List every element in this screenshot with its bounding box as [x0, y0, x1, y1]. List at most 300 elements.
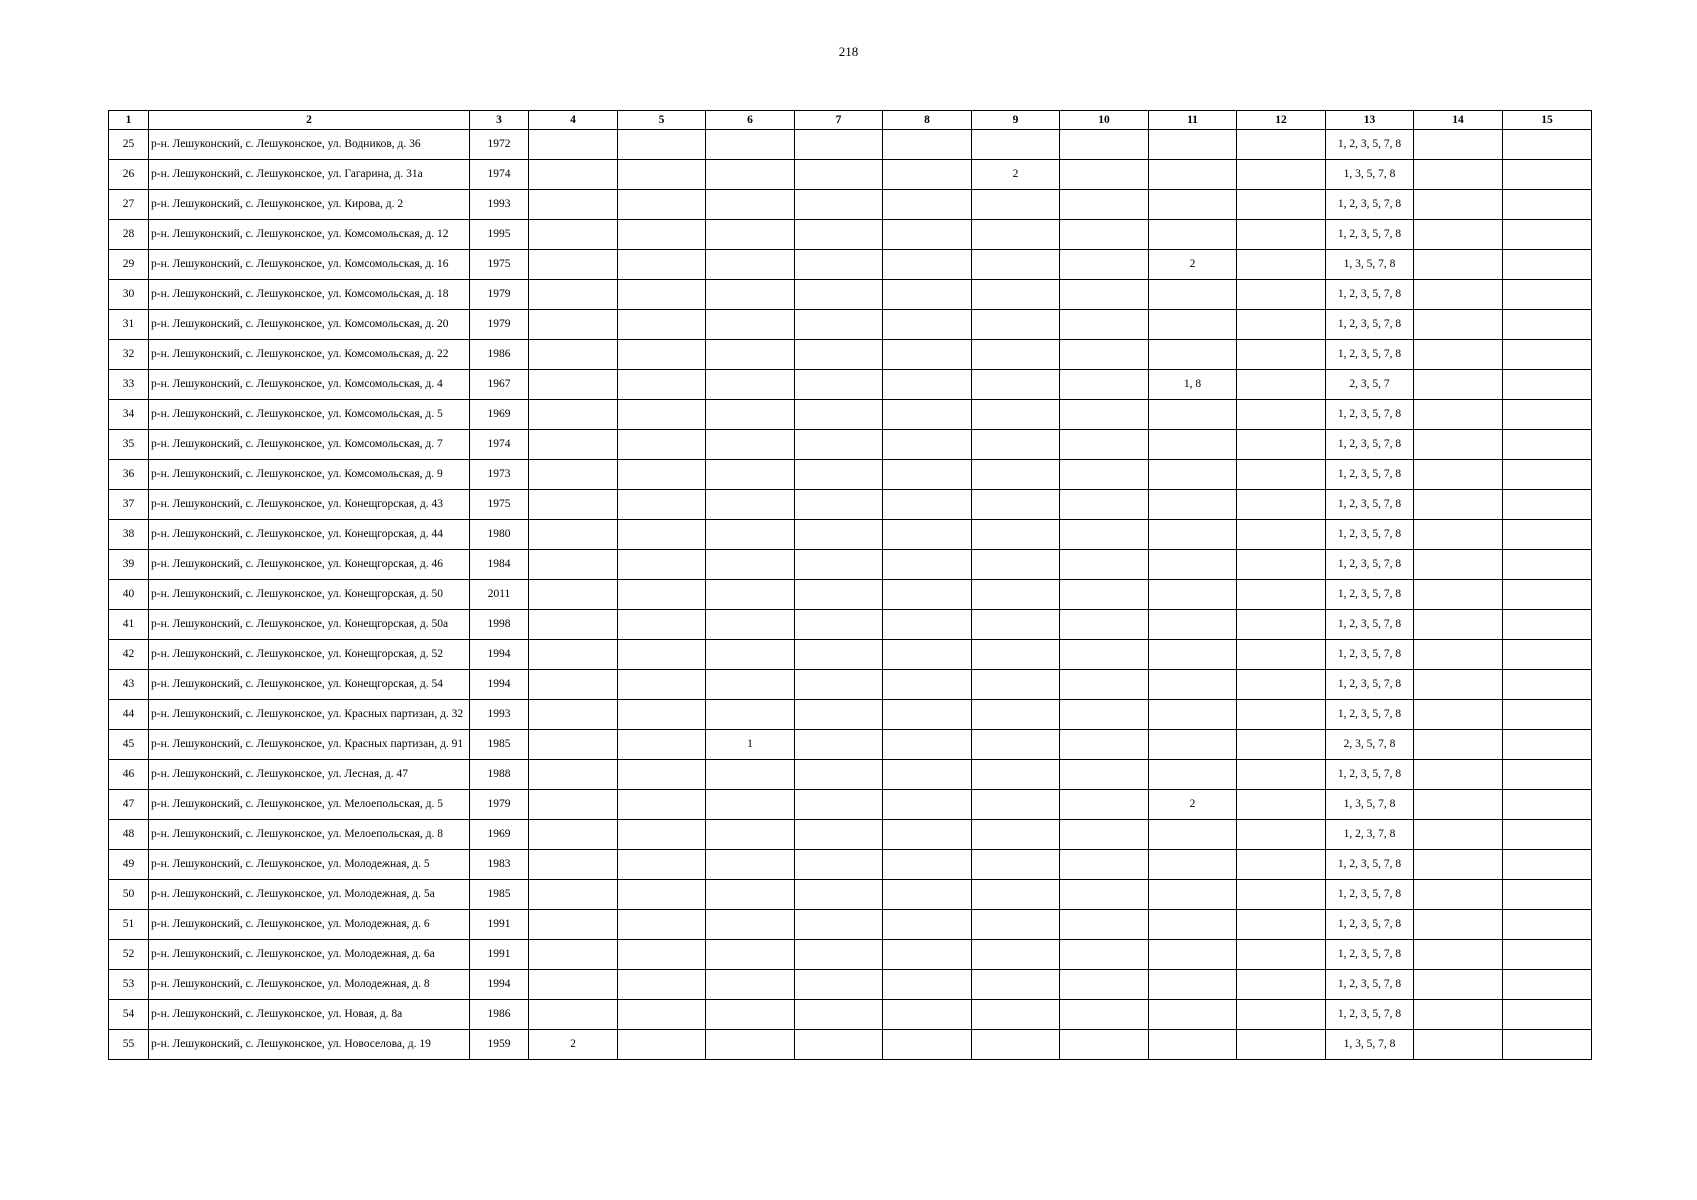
- table-cell: [1149, 220, 1237, 250]
- table-cell: [1060, 160, 1149, 190]
- table-cell: [529, 610, 618, 640]
- table-cell: [1503, 550, 1592, 580]
- table-cell: [795, 370, 883, 400]
- table-cell: [883, 280, 972, 310]
- table-cell: [1149, 280, 1237, 310]
- address-cell: р-н. Лешуконский, с. Лешуконское, ул. Конещгорская, д. 50: [149, 580, 470, 610]
- table-cell: [883, 160, 972, 190]
- table-cell: [972, 400, 1060, 430]
- table-cell: 1993: [470, 700, 529, 730]
- table-cell: 1, 2, 3, 5, 7, 8: [1326, 970, 1414, 1000]
- table-cell: [618, 790, 706, 820]
- table-cell: 1979: [470, 280, 529, 310]
- table-cell: 1, 2, 3, 7, 8: [1326, 820, 1414, 850]
- table-cell: [883, 760, 972, 790]
- table-cell: [1060, 520, 1149, 550]
- table-cell: 27: [109, 190, 149, 220]
- table-cell: [1237, 820, 1326, 850]
- table-cell: 1994: [470, 970, 529, 1000]
- table-cell: [1503, 1030, 1592, 1060]
- table-cell: 25: [109, 130, 149, 160]
- address-cell: р-н. Лешуконский, с. Лешуконское, ул. Комсомольская, д. 7: [149, 430, 470, 460]
- table-cell: [706, 340, 795, 370]
- table-cell: [1503, 1000, 1592, 1030]
- housing-registry-table: [108, 110, 1592, 1060]
- table-cell: 1998: [470, 610, 529, 640]
- table-cell: [1503, 820, 1592, 850]
- table-cell: [1503, 460, 1592, 490]
- table-cell: [795, 280, 883, 310]
- table-cell: 1, 2, 3, 5, 7, 8: [1326, 580, 1414, 610]
- table-cell: [972, 310, 1060, 340]
- column-header-1: 1: [109, 111, 149, 130]
- table-cell: [1149, 460, 1237, 490]
- table-cell: [1414, 430, 1503, 460]
- table-cell: 1988: [470, 760, 529, 790]
- table-cell: [1503, 970, 1592, 1000]
- table-cell: [883, 700, 972, 730]
- address-cell: р-н. Лешуконский, с. Лешуконское, ул. Красных партизан, д. 32: [149, 700, 470, 730]
- table-cell: [706, 310, 795, 340]
- table-cell: [529, 760, 618, 790]
- table-cell: [1414, 130, 1503, 160]
- table-cell: [706, 220, 795, 250]
- column-header-9: 9: [972, 111, 1060, 130]
- table-cell: [1414, 670, 1503, 700]
- table-cell: [883, 460, 972, 490]
- table-cell: [1237, 250, 1326, 280]
- table-cell: [972, 700, 1060, 730]
- table-cell: [1414, 250, 1503, 280]
- table-cell: [1503, 250, 1592, 280]
- table-cell: 40: [109, 580, 149, 610]
- table-cell: 1974: [470, 160, 529, 190]
- table-cell: 1967: [470, 370, 529, 400]
- table-cell: [618, 1000, 706, 1030]
- table-cell: [529, 460, 618, 490]
- table-cell: [972, 640, 1060, 670]
- table-cell: [1503, 130, 1592, 160]
- address-cell: р-н. Лешуконский, с. Лешуконское, ул. Конещгорская, д. 46: [149, 550, 470, 580]
- table-cell: [972, 940, 1060, 970]
- table-cell: [883, 340, 972, 370]
- table-cell: [1237, 700, 1326, 730]
- table-cell: [972, 190, 1060, 220]
- table-cell: [1503, 940, 1592, 970]
- table-cell: 44: [109, 700, 149, 730]
- table-cell: [618, 670, 706, 700]
- table-cell: [1503, 880, 1592, 910]
- table-cell: 1, 2, 3, 5, 7, 8: [1326, 520, 1414, 550]
- table-cell: 35: [109, 430, 149, 460]
- table-cell: [1237, 850, 1326, 880]
- table-cell: [529, 340, 618, 370]
- table-cell: 32: [109, 340, 149, 370]
- table-row: [109, 400, 1592, 430]
- table-cell: [795, 730, 883, 760]
- table-cell: [883, 580, 972, 610]
- table-cell: [1237, 910, 1326, 940]
- table-row: [109, 430, 1592, 460]
- table-cell: [618, 640, 706, 670]
- table-cell: [795, 760, 883, 790]
- address-cell: р-н. Лешуконский, с. Лешуконское, ул. Молодежная, д. 8: [149, 970, 470, 1000]
- table-row: [109, 760, 1592, 790]
- table-cell: [883, 1030, 972, 1060]
- table-cell: [1414, 970, 1503, 1000]
- table-cell: 43: [109, 670, 149, 700]
- table-cell: [883, 490, 972, 520]
- table-cell: [706, 760, 795, 790]
- table-cell: [1060, 310, 1149, 340]
- address-cell: р-н. Лешуконский, с. Лешуконское, ул. Молодежная, д. 6а: [149, 940, 470, 970]
- table-cell: 1, 2, 3, 5, 7, 8: [1326, 760, 1414, 790]
- table-cell: [795, 1000, 883, 1030]
- table-cell: [618, 850, 706, 880]
- table-cell: [1414, 490, 1503, 520]
- table-cell: [706, 940, 795, 970]
- table-row: [109, 640, 1592, 670]
- table-cell: [1149, 490, 1237, 520]
- table-cell: 48: [109, 820, 149, 850]
- table-cell: 1, 3, 5, 7, 8: [1326, 250, 1414, 280]
- table-cell: [795, 640, 883, 670]
- table-cell: [1503, 640, 1592, 670]
- table-cell: [1149, 1030, 1237, 1060]
- table-cell: 31: [109, 310, 149, 340]
- table-cell: [972, 1030, 1060, 1060]
- table-cell: [1414, 790, 1503, 820]
- table-row: [109, 130, 1592, 160]
- table-cell: 1, 2, 3, 5, 7, 8: [1326, 280, 1414, 310]
- table-row: [109, 520, 1592, 550]
- table-cell: [972, 280, 1060, 310]
- table-cell: [972, 850, 1060, 880]
- table-cell: [1237, 1000, 1326, 1030]
- table-cell: [529, 670, 618, 700]
- table-cell: [1237, 340, 1326, 370]
- table-cell: [1503, 850, 1592, 880]
- table-cell: [1149, 670, 1237, 700]
- table-row: [109, 670, 1592, 700]
- table-row: [109, 850, 1592, 880]
- table-cell: [706, 640, 795, 670]
- table-cell: [1503, 160, 1592, 190]
- table-row: [109, 280, 1592, 310]
- table-cell: [883, 430, 972, 460]
- table-cell: [618, 490, 706, 520]
- table-cell: [1503, 220, 1592, 250]
- table-cell: [883, 910, 972, 940]
- table-cell: 1972: [470, 130, 529, 160]
- table-cell: 1, 8: [1149, 370, 1237, 400]
- table-cell: 1, 2, 3, 5, 7, 8: [1326, 640, 1414, 670]
- table-cell: [1060, 610, 1149, 640]
- table-cell: [883, 190, 972, 220]
- table-cell: [1149, 640, 1237, 670]
- table-cell: [795, 820, 883, 850]
- table-cell: [529, 250, 618, 280]
- table-cell: [795, 460, 883, 490]
- table-cell: [529, 850, 618, 880]
- table-cell: [706, 910, 795, 940]
- table-cell: [618, 190, 706, 220]
- table-row: [109, 730, 1592, 760]
- column-header-10: 10: [1060, 111, 1149, 130]
- table-cell: [706, 700, 795, 730]
- table-cell: [1060, 910, 1149, 940]
- table-cell: [972, 790, 1060, 820]
- table-cell: [1503, 520, 1592, 550]
- table-cell: [618, 340, 706, 370]
- table-cell: [1149, 310, 1237, 340]
- table-cell: [795, 190, 883, 220]
- table-row: [109, 1000, 1592, 1030]
- table-row: [109, 610, 1592, 640]
- table-cell: 2, 3, 5, 7: [1326, 370, 1414, 400]
- table-cell: [1414, 160, 1503, 190]
- column-header-7: 7: [795, 111, 883, 130]
- table-cell: [529, 400, 618, 430]
- address-cell: р-н. Лешуконский, с. Лешуконское, ул. Новая, д. 8а: [149, 1000, 470, 1030]
- table-cell: [1060, 220, 1149, 250]
- table-cell: [1414, 280, 1503, 310]
- address-cell: р-н. Лешуконский, с. Лешуконское, ул. Комсомольская, д. 22: [149, 340, 470, 370]
- table-cell: [618, 250, 706, 280]
- table-cell: [972, 820, 1060, 850]
- table-cell: [618, 400, 706, 430]
- table-cell: [795, 970, 883, 1000]
- table-cell: 37: [109, 490, 149, 520]
- table-cell: [529, 640, 618, 670]
- table-cell: [1060, 430, 1149, 460]
- table-cell: [706, 400, 795, 430]
- table-cell: 1, 3, 5, 7, 8: [1326, 790, 1414, 820]
- table-cell: [883, 130, 972, 160]
- table-cell: [618, 760, 706, 790]
- address-cell: р-н. Лешуконский, с. Лешуконское, ул. Комсомольская, д. 4: [149, 370, 470, 400]
- table-cell: [795, 790, 883, 820]
- table-cell: [795, 250, 883, 280]
- table-cell: [1503, 730, 1592, 760]
- table-row: [109, 370, 1592, 400]
- address-cell: р-н. Лешуконский, с. Лешуконское, ул. Молодежная, д. 6: [149, 910, 470, 940]
- table-cell: [1237, 370, 1326, 400]
- table-cell: [529, 940, 618, 970]
- table-cell: [706, 250, 795, 280]
- table-cell: 1, 2, 3, 5, 7, 8: [1326, 460, 1414, 490]
- table-cell: [529, 580, 618, 610]
- column-header-5: 5: [618, 111, 706, 130]
- table-cell: [972, 430, 1060, 460]
- table-cell: 1, 2, 3, 5, 7, 8: [1326, 220, 1414, 250]
- table-cell: 1969: [470, 820, 529, 850]
- table-cell: [795, 880, 883, 910]
- table-cell: [529, 370, 618, 400]
- table-cell: [1503, 790, 1592, 820]
- table-cell: [618, 520, 706, 550]
- table-cell: [1414, 610, 1503, 640]
- table-cell: [1060, 640, 1149, 670]
- table-cell: [972, 580, 1060, 610]
- table-cell: [706, 370, 795, 400]
- table-cell: 49: [109, 850, 149, 880]
- table-cell: [1237, 940, 1326, 970]
- table-row: [109, 250, 1592, 280]
- table-cell: [1414, 730, 1503, 760]
- table-row: [109, 550, 1592, 580]
- table-cell: 1994: [470, 670, 529, 700]
- table-cell: [1414, 1030, 1503, 1060]
- table-cell: [883, 520, 972, 550]
- table-row: [109, 160, 1592, 190]
- table-cell: [618, 430, 706, 460]
- table-cell: [883, 970, 972, 1000]
- address-cell: р-н. Лешуконский, с. Лешуконское, ул. Комсомольская, д. 16: [149, 250, 470, 280]
- table-cell: [1414, 640, 1503, 670]
- table-cell: [1060, 1030, 1149, 1060]
- table-cell: [795, 160, 883, 190]
- table-cell: [1149, 970, 1237, 1000]
- table-cell: [1414, 850, 1503, 880]
- table-cell: [1503, 340, 1592, 370]
- table-cell: [1503, 370, 1592, 400]
- table-cell: [972, 370, 1060, 400]
- table-cell: [1149, 610, 1237, 640]
- table-cell: [706, 430, 795, 460]
- table-cell: [706, 520, 795, 550]
- table-cell: [1060, 340, 1149, 370]
- table-cell: [1237, 160, 1326, 190]
- table-cell: 1991: [470, 910, 529, 940]
- table-cell: 51: [109, 910, 149, 940]
- table-cell: [883, 880, 972, 910]
- table-cell: [1414, 940, 1503, 970]
- table-cell: [1503, 490, 1592, 520]
- table-cell: [706, 160, 795, 190]
- table-cell: [1060, 790, 1149, 820]
- column-header-4: 4: [529, 111, 618, 130]
- table-cell: [972, 1000, 1060, 1030]
- table-cell: [529, 310, 618, 340]
- table-cell: [883, 370, 972, 400]
- table-cell: [706, 670, 795, 700]
- page-number: 218: [838, 44, 859, 59]
- table-cell: [706, 970, 795, 1000]
- table-cell: [795, 550, 883, 580]
- address-cell: р-н. Лешуконский, с. Лешуконское, ул. Конещгорская, д. 44: [149, 520, 470, 550]
- table-cell: [1237, 520, 1326, 550]
- table-cell: 1, 2, 3, 5, 7, 8: [1326, 190, 1414, 220]
- table-row: [109, 1030, 1592, 1060]
- table-cell: [618, 1030, 706, 1060]
- table-cell: [883, 610, 972, 640]
- table-cell: [1414, 400, 1503, 430]
- table-cell: [1060, 280, 1149, 310]
- table-row: [109, 490, 1592, 520]
- column-header-2: 2: [149, 111, 470, 130]
- address-cell: р-н. Лешуконский, с. Лешуконское, ул. Новоселова, д. 19: [149, 1030, 470, 1060]
- table-cell: [1149, 190, 1237, 220]
- table-cell: [1237, 760, 1326, 790]
- table-cell: [972, 730, 1060, 760]
- table-cell: [529, 1000, 618, 1030]
- table-cell: [706, 850, 795, 880]
- table-row: [109, 910, 1592, 940]
- column-header-11: 11: [1149, 111, 1237, 130]
- table-cell: [1060, 1000, 1149, 1030]
- table-cell: [706, 790, 795, 820]
- table-row: [109, 880, 1592, 910]
- table-cell: [972, 340, 1060, 370]
- column-header-6: 6: [706, 111, 795, 130]
- table-cell: [883, 640, 972, 670]
- table-cell: [883, 1000, 972, 1030]
- table-cell: 50: [109, 880, 149, 910]
- table-cell: [972, 760, 1060, 790]
- table-cell: [529, 820, 618, 850]
- table-cell: 1984: [470, 550, 529, 580]
- column-header-3: 3: [470, 111, 529, 130]
- table-cell: [883, 310, 972, 340]
- address-cell: р-н. Лешуконский, с. Лешуконское, ул. Мелоепольская, д. 5: [149, 790, 470, 820]
- table-cell: 26: [109, 160, 149, 190]
- table-cell: [529, 520, 618, 550]
- table-cell: 1, 2, 3, 5, 7, 8: [1326, 310, 1414, 340]
- table-cell: [1149, 910, 1237, 940]
- table-cell: [972, 670, 1060, 700]
- table-cell: [618, 310, 706, 340]
- table-cell: 1, 2, 3, 5, 7, 8: [1326, 490, 1414, 520]
- table-cell: [1503, 310, 1592, 340]
- table-cell: [795, 910, 883, 940]
- table-cell: 1995: [470, 220, 529, 250]
- table-row: [109, 790, 1592, 820]
- table-cell: 36: [109, 460, 149, 490]
- table-cell: [706, 1030, 795, 1060]
- table-cell: [618, 370, 706, 400]
- table-cell: [618, 550, 706, 580]
- address-cell: р-н. Лешуконский, с. Лешуконское, ул. Комсомольская, д. 9: [149, 460, 470, 490]
- table-cell: 1, 2, 3, 5, 7, 8: [1326, 880, 1414, 910]
- table-cell: [883, 220, 972, 250]
- table-cell: [1414, 310, 1503, 340]
- table-cell: [1237, 790, 1326, 820]
- table-cell: 2: [972, 160, 1060, 190]
- table-cell: [1060, 820, 1149, 850]
- table-cell: [1503, 400, 1592, 430]
- table-cell: [1237, 640, 1326, 670]
- table-cell: 1, 2, 3, 5, 7, 8: [1326, 940, 1414, 970]
- table-cell: 1, 2, 3, 5, 7, 8: [1326, 670, 1414, 700]
- table-cell: [795, 400, 883, 430]
- table-cell: [1060, 460, 1149, 490]
- table-cell: [972, 250, 1060, 280]
- table-cell: [1503, 670, 1592, 700]
- address-cell: р-н. Лешуконский, с. Лешуконское, ул. Молодежная, д. 5а: [149, 880, 470, 910]
- table-header-row: [109, 111, 1592, 130]
- address-cell: р-н. Лешуконский, с. Лешуконское, ул. Конещгорская, д. 54: [149, 670, 470, 700]
- table-cell: [529, 160, 618, 190]
- table-cell: 1979: [470, 790, 529, 820]
- table-cell: [618, 700, 706, 730]
- table-cell: [1503, 280, 1592, 310]
- address-cell: р-н. Лешуконский, с. Лешуконское, ул. Водников, д. 36: [149, 130, 470, 160]
- table-cell: [1414, 460, 1503, 490]
- table-cell: [618, 580, 706, 610]
- table-body: [109, 130, 1592, 1060]
- column-header-15: 15: [1503, 111, 1592, 130]
